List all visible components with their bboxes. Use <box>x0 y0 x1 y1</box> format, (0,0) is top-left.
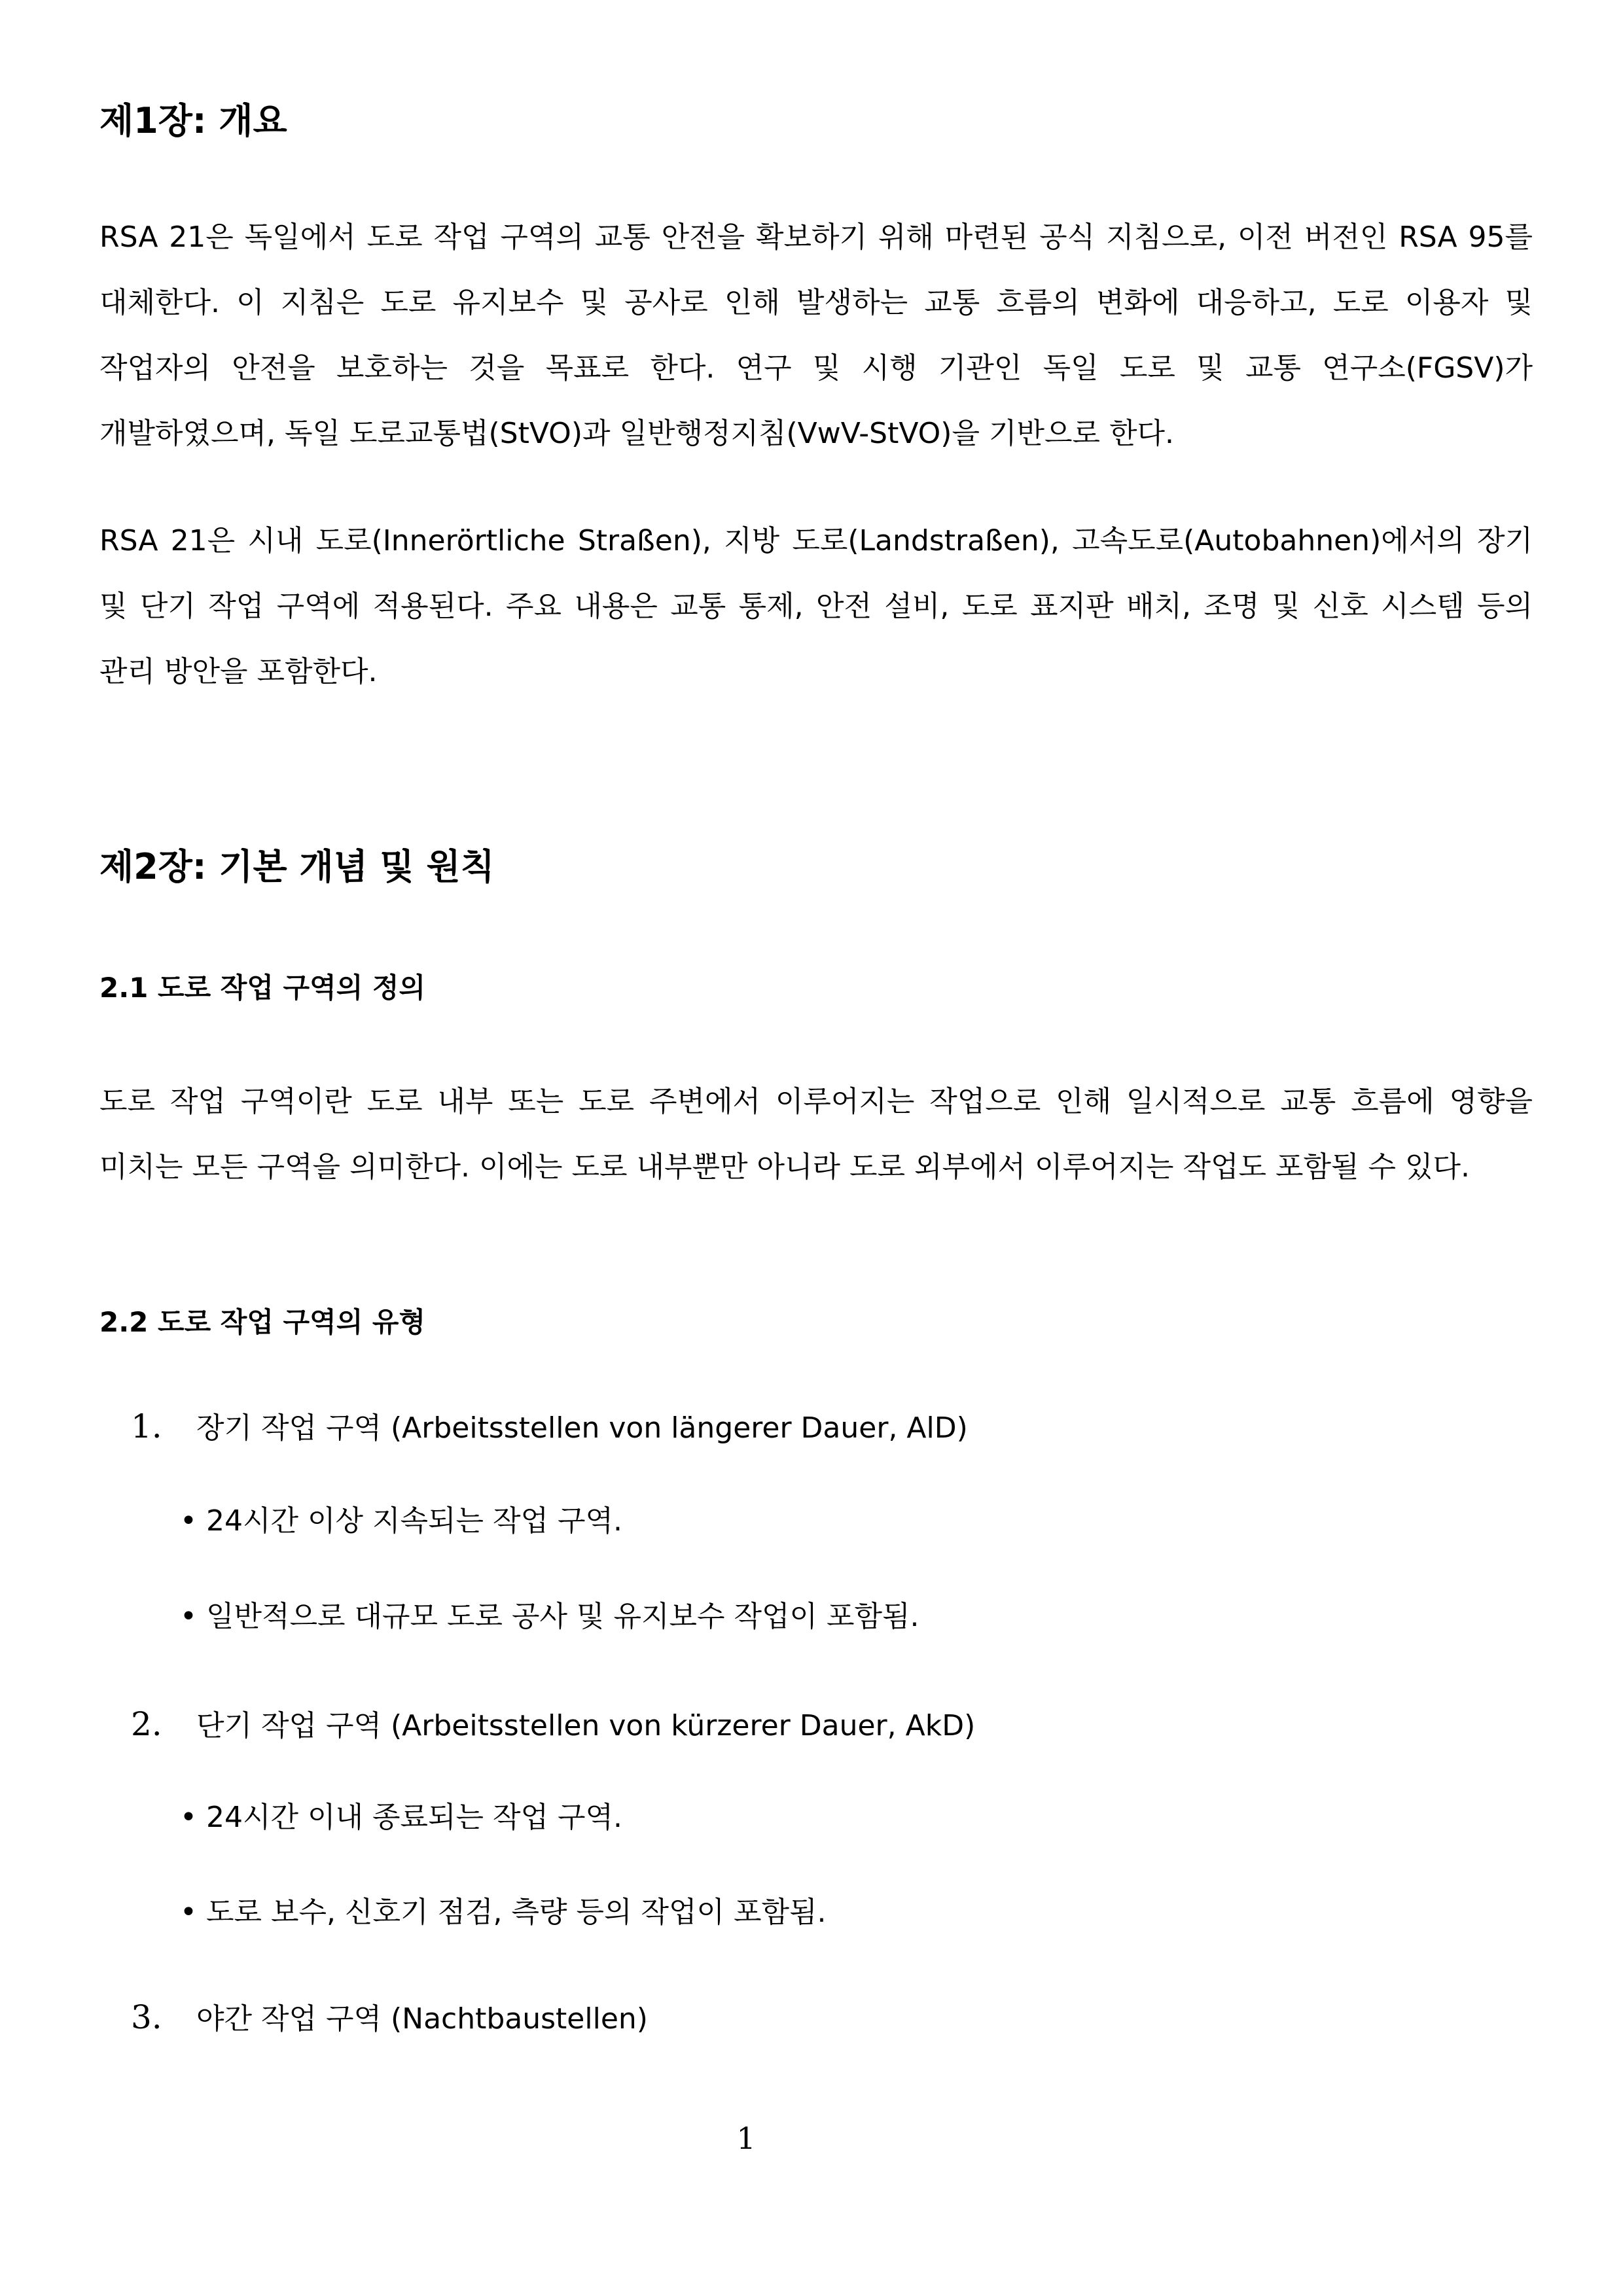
list-item-short-term <box>131 1704 975 1746</box>
section-2-1-heading: 2.1 도로 작업 구역의 정의 <box>99 972 426 1004</box>
bullet-item <box>180 1502 622 1541</box>
list-item-night <box>131 1998 648 2039</box>
list-number: 1. <box>131 1407 162 1445</box>
list-number: 2. <box>131 1705 162 1743</box>
bullet-item <box>180 1893 826 1932</box>
bullet-dot: • <box>180 1600 197 1633</box>
list-item-label: 단기 작업 구역 (Arbeitsstellen von kürzerer Dauer, AkD) <box>196 1709 976 1742</box>
chapter-1-paragraph-1: RSA 21은 독일에서 도로 작업 구역의 교통 안전을 확보하기 위해 마련된 공식 지침으로, 이전 버전인 RSA 95를 대체한다. 이 지침은 도로 유지보수 및 공사로 인해 발생하는 교통 흐름의 변화에 대응하고, 도로 이용자 및 작업자의 안전을 보호하는 것을 목표로 한다. 연구 및 시행 기관인 독일 도로 및 교통 연구소(FGSV)가 개발하였으며, 독일 도로교통법(StVO)과 일반행정지침(VwV-StVO)을 기반으로 한다. <box>99 221 1533 450</box>
bullet-item <box>180 1798 622 1837</box>
list-item-long-term <box>131 1407 968 1448</box>
chapter-2-heading: 제2장: 기본 개념 및 원칙 <box>99 846 495 887</box>
bullet-dot: • <box>180 1896 197 1929</box>
page-number: 1 <box>736 2121 756 2156</box>
bullet-text: 24시간 이내 종료되는 작업 구역. <box>206 1801 622 1834</box>
section-2-1-paragraph: 도로 작업 구역이란 도로 내부 또는 도로 주변에서 이루어지는 작업으로 인해 일시적으로 교통 흐름에 영향을 미치는 모든 구역을 의미한다. 이에는 도로 내부뿐만 아니라 도로 외부에서 이루어지는 작업도 포함될 수 있다. <box>99 1085 1533 1184</box>
bullet-text: 24시간 이상 지속되는 작업 구역. <box>206 1504 622 1538</box>
bullet-item <box>180 1597 919 1636</box>
chapter-1-paragraph-2: RSA 21은 시내 도로(Innerörtliche Straßen), 지방 도로(Landstraßen), 고속도로(Autobahnen)에서의 장기 및 단기 작업 구역에 적용된다. 주요 내용은 교통 통제, 안전 설비, 도로 표지판 배치, 조명 및 신호 시스템 등의 관리 방안을 포함한다. <box>99 524 1533 688</box>
bullet-text: 도로 보수, 신호기 점검, 측량 등의 작업이 포함됨. <box>206 1896 827 1929</box>
list-item-label: 야간 작업 구역 (Nachtbaustellen) <box>196 2002 648 2036</box>
bullet-dot: • <box>180 1504 197 1538</box>
list-item-label: 장기 작업 구역 (Arbeitsstellen von längerer Dauer, AlD) <box>196 1411 968 1445</box>
bullet-dot: • <box>180 1801 197 1834</box>
chapter-1-heading: 제1장: 개요 <box>99 100 287 141</box>
list-number: 3. <box>131 1998 162 2036</box>
bullet-text: 일반적으로 대규모 도로 공사 및 유지보수 작업이 포함됨. <box>206 1600 919 1633</box>
section-2-2-heading: 2.2 도로 작업 구역의 유형 <box>99 1306 426 1338</box>
